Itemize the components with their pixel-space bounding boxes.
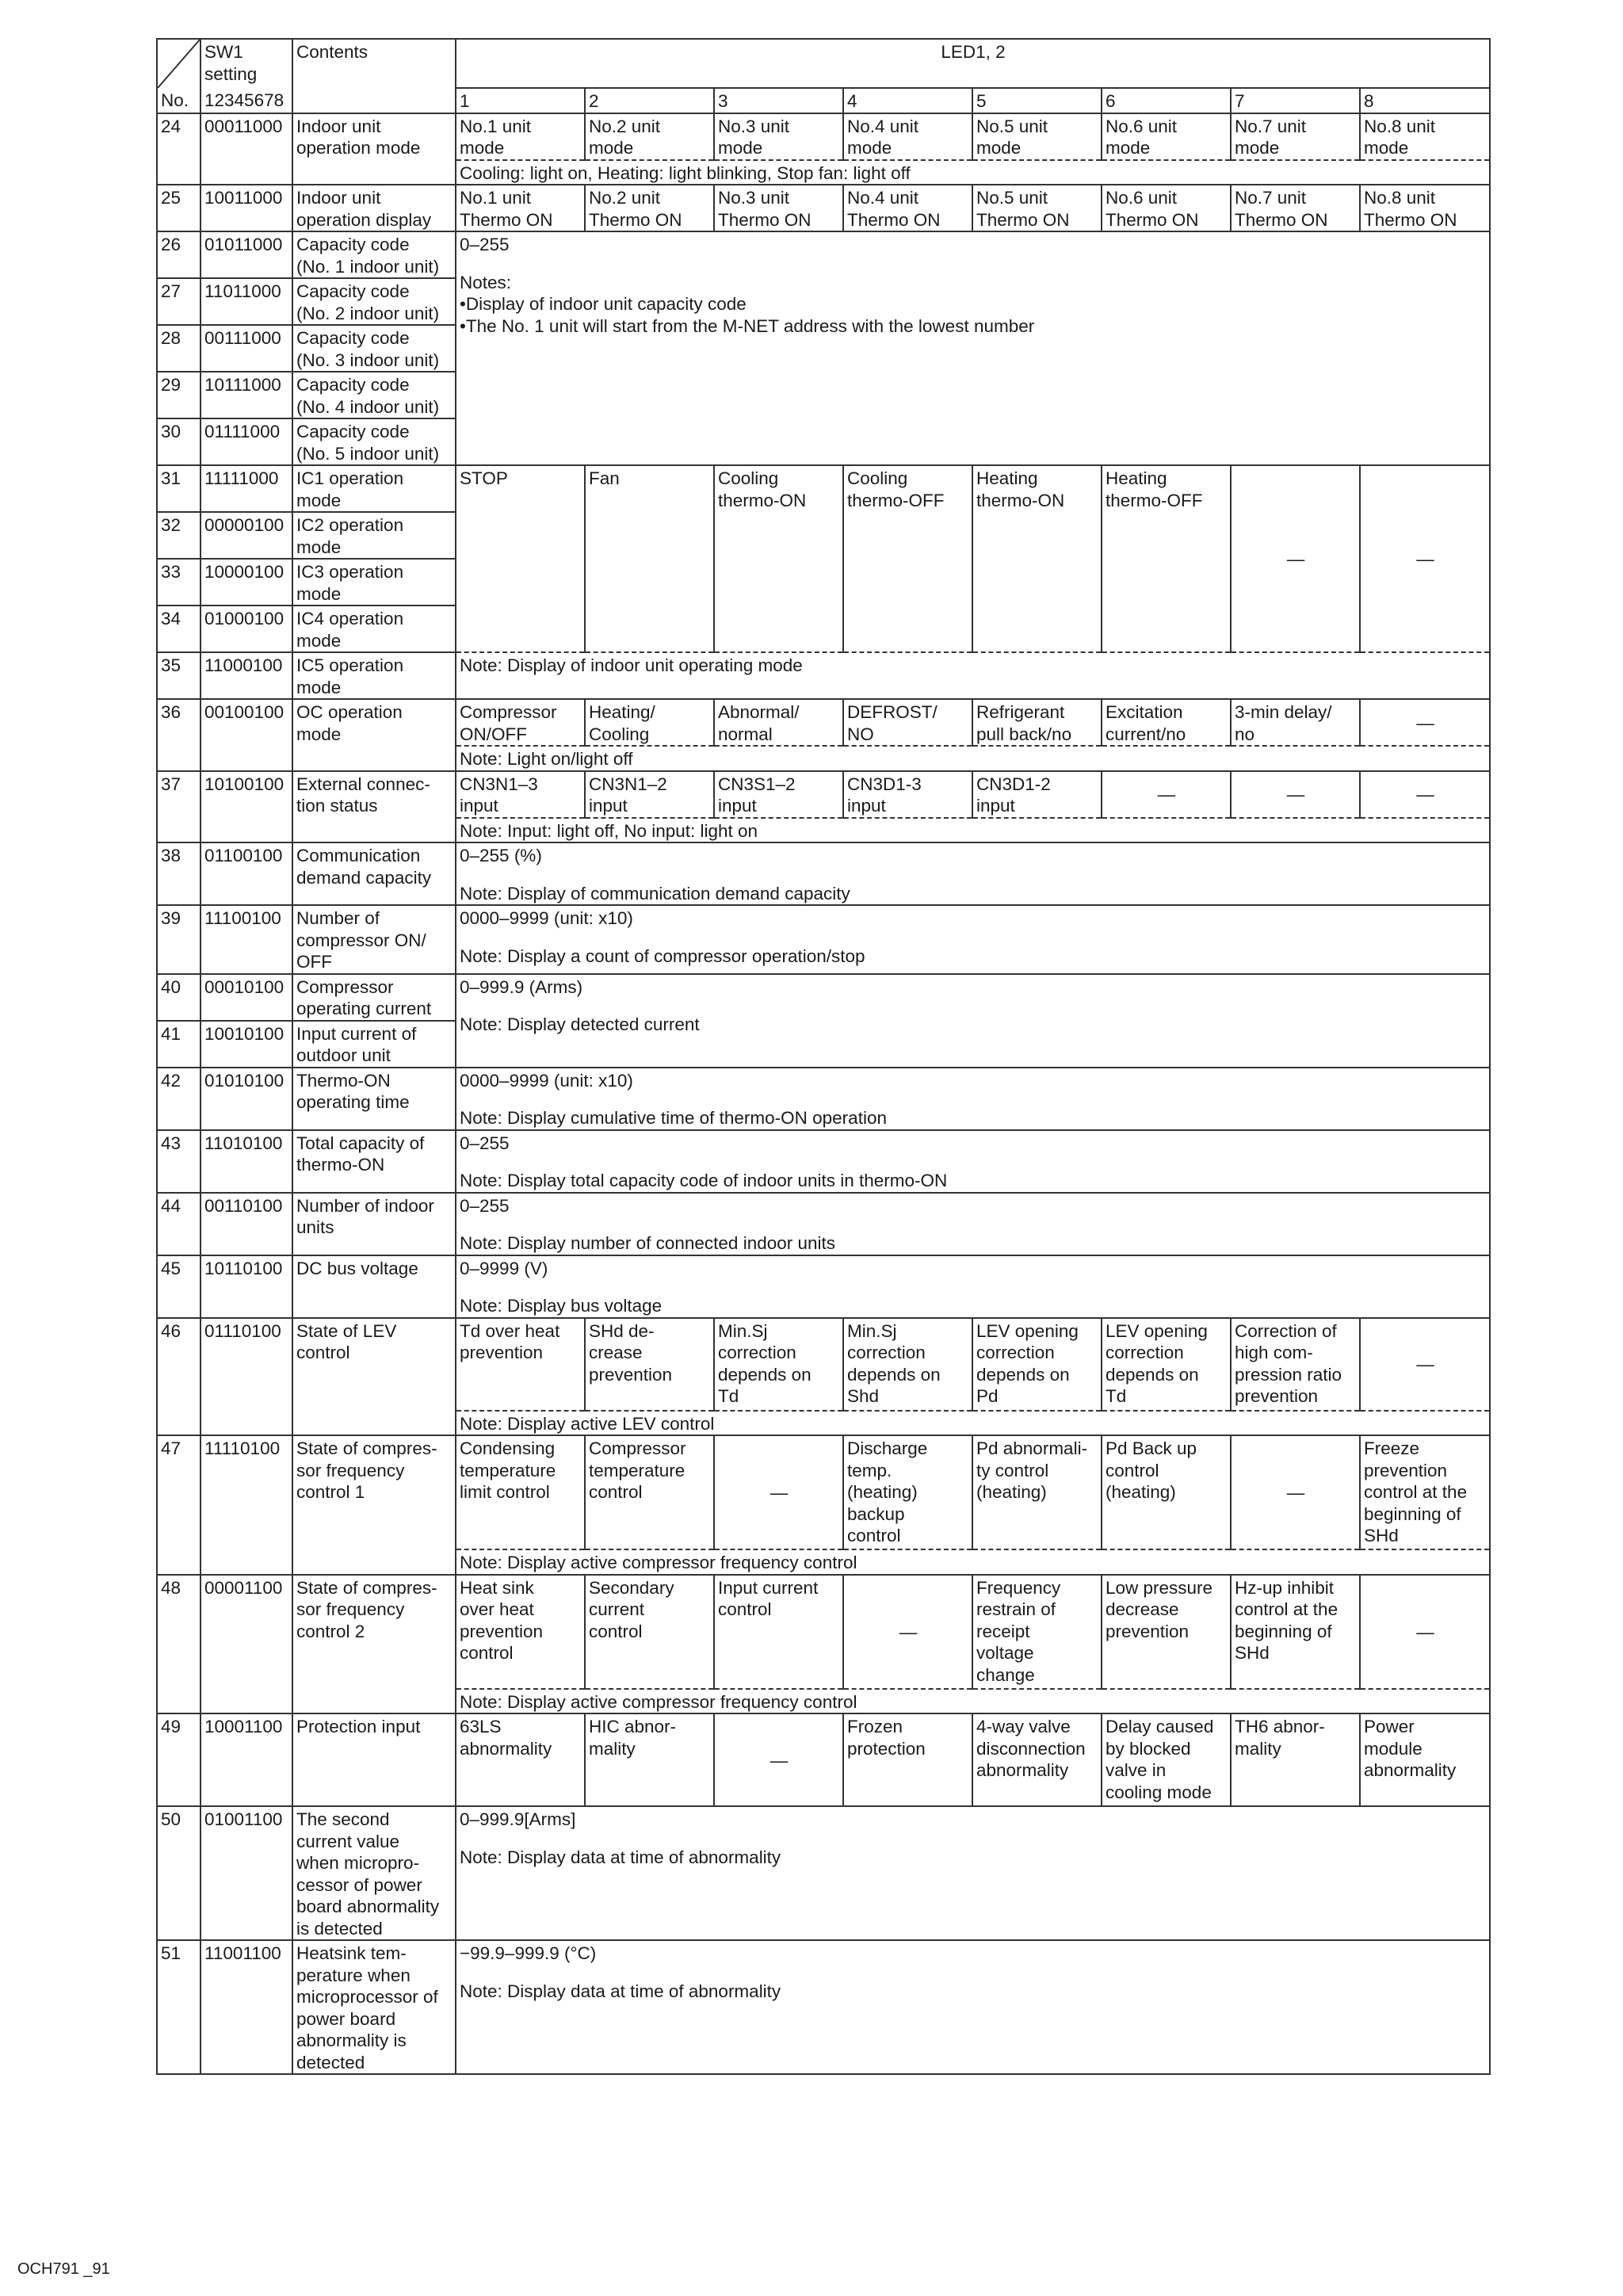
led-cell-4: CN3D1-3 input <box>843 771 972 818</box>
led-cell-2: No.2 unit Thermo ON <box>585 185 714 231</box>
contents-cell: Communication demand capacity <box>292 842 456 905</box>
sw1-setting: 00111000 <box>200 325 292 372</box>
row-no: 33 <box>157 559 200 606</box>
led-cell-8: — <box>1360 771 1490 818</box>
led-display-table <box>156 38 1491 2075</box>
contents-cell: State of compres- sor frequency control 2 <box>292 1575 456 1714</box>
contents-cell: Input current of outdoor unit <box>292 1021 456 1068</box>
header-col-2: 2 <box>585 88 714 113</box>
led-cell-8: — <box>1360 1318 1490 1411</box>
current-block <box>456 974 1490 1068</box>
led-cell-5: LEV opening correction depends on Pd <box>972 1318 1102 1411</box>
value-note: Note: Display data at time of abnormality <box>460 1981 781 2001</box>
sw1-setting: 01100100 <box>200 842 292 905</box>
header-led: LED1, 2 <box>456 39 1490 88</box>
current-range: 0–999.9 (Arms) <box>460 976 583 997</box>
led-cell-6: Excitation current/no <box>1102 699 1231 746</box>
row-no: 29 <box>157 372 200 418</box>
row-no: 48 <box>157 1575 200 1714</box>
led-cell-5: Pd abnormali- ty control (heating) <box>972 1435 1102 1549</box>
ic-mode-cell-7: — <box>1231 465 1360 652</box>
led-cell-6: No.6 unit mode <box>1102 113 1231 160</box>
contents-cell: Number of indoor units <box>292 1193 456 1255</box>
value-block <box>456 1130 1490 1193</box>
row-no: 31 <box>157 465 200 512</box>
value-block <box>456 842 1490 905</box>
sw1-setting: 11011000 <box>200 278 292 325</box>
value-range: 0000–9999 (unit: x10) <box>460 908 633 928</box>
sw1-setting: 00000100 <box>200 512 292 559</box>
header-sw1-setting: SW1 setting <box>200 39 292 88</box>
contents-cell: State of LEV control <box>292 1318 456 1436</box>
row-no: 39 <box>157 905 200 974</box>
sw1-setting: 01000100 <box>200 606 292 652</box>
ic-mode-cell-1: STOP <box>456 465 585 652</box>
header-diagonal-cell <box>157 39 200 88</box>
led-cell-2: Compressor temperature control <box>585 1435 714 1549</box>
row-no: 30 <box>157 418 200 465</box>
led-cell-5: Refrigerant pull back/no <box>972 699 1102 746</box>
contents-cell: Capacity code (No. 5 indoor unit) <box>292 418 456 465</box>
value-block <box>456 1940 1490 2074</box>
led-cell-7: Hz-up inhibit control at the beginning of SHd <box>1231 1575 1360 1689</box>
led-cell-5: Frequency restrain of receipt voltage change <box>972 1575 1102 1689</box>
contents-cell: Indoor unit operation mode <box>292 113 456 185</box>
value-range: −99.9–999.9 (°C) <box>460 1943 597 1963</box>
row-no: 45 <box>157 1255 200 1318</box>
led-cell-6: No.6 unit Thermo ON <box>1102 185 1231 231</box>
header-col-7: 7 <box>1231 88 1360 113</box>
led-cell-3: Input current control <box>714 1575 843 1689</box>
capacity-block <box>456 231 1490 465</box>
led-cell-6: — <box>1102 771 1231 818</box>
ic-mode-cell-6: Heating thermo-OFF <box>1102 465 1231 652</box>
led-cell-3: — <box>714 1435 843 1549</box>
row-no: 49 <box>157 1713 200 1806</box>
contents-cell: Heatsink tem- perature when microprocessor of power board abnormality is detected <box>292 1940 456 2074</box>
current-note: Note: Display detected current <box>460 1014 700 1034</box>
led-cell-1: Compressor ON/OFF <box>456 699 585 746</box>
row-no: 47 <box>157 1435 200 1575</box>
led-cell-6: LEV opening correction depends on Td <box>1102 1318 1231 1411</box>
led-cell-6: Delay caused by blocked valve in cooling mode <box>1102 1713 1231 1806</box>
sw1-setting: 10111000 <box>200 372 292 418</box>
value-note: Note: Display number of connected indoor units <box>460 1233 836 1253</box>
led-cell-8: No.8 unit mode <box>1360 113 1490 160</box>
led-cell-7: — <box>1231 1435 1360 1549</box>
row-no: 50 <box>157 1806 200 1940</box>
led-cell-1: No.1 unit mode <box>456 113 585 160</box>
sw1-setting: 00100100 <box>200 699 292 771</box>
contents-cell: IC3 operation mode <box>292 559 456 606</box>
led-cell-6: Low pressure decrease prevention <box>1102 1575 1231 1689</box>
contents-cell: Total capacity of thermo-ON <box>292 1130 456 1193</box>
contents-cell: Capacity code (No. 1 indoor unit) <box>292 231 456 278</box>
sw1-setting: 10100100 <box>200 771 292 843</box>
led-cell-1: Condensing temperature limit control <box>456 1435 585 1549</box>
row-no: 46 <box>157 1318 200 1436</box>
contents-cell: OC operation mode <box>292 699 456 771</box>
contents-cell: DC bus voltage <box>292 1255 456 1318</box>
row-no: 41 <box>157 1021 200 1068</box>
contents-cell: The second current value when micropro- cessor of power board abnormality is detected <box>292 1806 456 1940</box>
page-code: OCH791 _91 <box>17 2260 110 2278</box>
note-cell: Note: Light on/light off <box>456 746 1490 771</box>
led-cell-8: Power module abnormality <box>1360 1713 1490 1806</box>
ic-mode-cell-4: Cooling thermo-OFF <box>843 465 972 652</box>
led-cell-5: CN3D1-2 input <box>972 771 1102 818</box>
value-block <box>456 905 1490 974</box>
sw1-setting: 00010100 <box>200 974 292 1021</box>
diagonal-line <box>158 40 200 88</box>
note-cell: Cooling: light on, Heating: light blinking, Stop fan: light off <box>456 160 1490 185</box>
value-block <box>456 1193 1490 1255</box>
led-cell-7: TH6 abnor- mality <box>1231 1713 1360 1806</box>
header-no: No. <box>157 88 200 113</box>
note-cell: Note: Display of indoor unit operating mode <box>456 652 1490 699</box>
header-digits: 12345678 <box>200 88 292 113</box>
led-cell-8: — <box>1360 1575 1490 1689</box>
led-cell-2: Heating/ Cooling <box>585 699 714 746</box>
row-no: 25 <box>157 185 200 231</box>
sw1-setting: 10001100 <box>200 1713 292 1806</box>
value-note: Note: Display a count of compressor operation/stop <box>460 946 865 966</box>
sw1-setting: 00110100 <box>200 1193 292 1255</box>
led-cell-6: Pd Back up control (heating) <box>1102 1435 1231 1549</box>
sw1-setting: 10000100 <box>200 559 292 606</box>
row-no: 24 <box>157 113 200 185</box>
header-col-6: 6 <box>1102 88 1231 113</box>
led-cell-4: — <box>843 1575 972 1689</box>
led-cell-4: Min.Sj correction depends on Shd <box>843 1318 972 1411</box>
sw1-setting: 10011000 <box>200 185 292 231</box>
row-no: 43 <box>157 1130 200 1193</box>
value-note: Note: Display cumulative time of thermo-ON operation <box>460 1108 887 1128</box>
led-cell-3: Min.Sj correction depends on Td <box>714 1318 843 1411</box>
led-cell-7: 3-min delay/ no <box>1231 699 1360 746</box>
contents-cell: Capacity code (No. 2 indoor unit) <box>292 278 456 325</box>
value-range: 0–255 (%) <box>460 846 542 865</box>
contents-cell: IC2 operation mode <box>292 512 456 559</box>
header-col-4: 4 <box>843 88 972 113</box>
sw1-setting: 10110100 <box>200 1255 292 1318</box>
contents-cell: Protection input <box>292 1713 456 1806</box>
header-col-5: 5 <box>972 88 1102 113</box>
sw1-setting: 10010100 <box>200 1021 292 1068</box>
row-no: 40 <box>157 974 200 1021</box>
note-cell: Note: Input: light off, No input: light on <box>456 818 1490 843</box>
contents-cell: Thermo-ON operating time <box>292 1068 456 1130</box>
sw1-setting: 01110100 <box>200 1318 292 1436</box>
row-no: 34 <box>157 606 200 652</box>
sw1-setting: 11000100 <box>200 652 292 699</box>
led-cell-2: No.2 unit mode <box>585 113 714 160</box>
contents-cell: IC4 operation mode <box>292 606 456 652</box>
led-cell-1: Heat sink over heat prevention control <box>456 1575 585 1689</box>
value-note: Note: Display data at time of abnormality <box>460 1847 781 1867</box>
led-cell-3: — <box>714 1713 843 1806</box>
led-cell-8: No.8 unit Thermo ON <box>1360 185 1490 231</box>
led-cell-2: SHd de- crease prevention <box>585 1318 714 1411</box>
row-no: 26 <box>157 231 200 278</box>
led-cell-7: — <box>1231 771 1360 818</box>
contents-cell: Capacity code (No. 3 indoor unit) <box>292 325 456 372</box>
row-no: 32 <box>157 512 200 559</box>
note-cell: Note: Display active LEV control <box>456 1411 1490 1436</box>
row-no: 38 <box>157 842 200 905</box>
led-cell-4: Discharge temp. (heating) backup control <box>843 1435 972 1549</box>
ic-mode-cell-2: Fan <box>585 465 714 652</box>
led-cell-5: No.5 unit mode <box>972 113 1102 160</box>
value-range: 0000–9999 (unit: x10) <box>460 1070 633 1091</box>
header-contents: Contents <box>292 39 456 113</box>
value-range: 0–999.9[Arms] <box>460 1809 576 1829</box>
led-cell-7: No.7 unit mode <box>1231 113 1360 160</box>
sw1-setting: 11010100 <box>200 1130 292 1193</box>
contents-cell: Number of compressor ON/ OFF <box>292 905 456 974</box>
row-no: 42 <box>157 1068 200 1130</box>
led-cell-3: No.3 unit Thermo ON <box>714 185 843 231</box>
sw1-setting: 11110100 <box>200 1435 292 1575</box>
note-cell: Note: Display active compressor frequency control <box>456 1549 1490 1575</box>
row-no: 36 <box>157 699 200 771</box>
led-cell-2: HIC abnor- mality <box>585 1713 714 1806</box>
led-cell-4: Frozen protection <box>843 1713 972 1806</box>
sw1-setting: 01111000 <box>200 418 292 465</box>
led-cell-1: 63LS abnormality <box>456 1713 585 1806</box>
capacity-notes: Notes: •Display of indoor unit capacity code •The No. 1 unit will start from the M-NET address with the lowest number <box>460 272 1035 336</box>
value-note: Note: Display bus voltage <box>460 1296 663 1316</box>
contents-cell: External connec- tion status <box>292 771 456 843</box>
led-cell-5: No.5 unit Thermo ON <box>972 185 1102 231</box>
led-cell-1: No.1 unit Thermo ON <box>456 185 585 231</box>
row-no: 44 <box>157 1193 200 1255</box>
capacity-range: 0–255 <box>460 235 510 254</box>
value-block <box>456 1255 1490 1318</box>
led-cell-8: Freeze prevention control at the beginning of SHd <box>1360 1435 1490 1549</box>
value-range: 0–255 <box>460 1195 510 1216</box>
ic-mode-cell-3: Cooling thermo-ON <box>714 465 843 652</box>
led-cell-1: Td over heat prevention <box>456 1318 585 1411</box>
led-cell-1: CN3N1–3 input <box>456 771 585 818</box>
ic-mode-cell-8: — <box>1360 465 1490 652</box>
value-note: Note: Display of communication demand capacity <box>460 883 850 904</box>
led-cell-4: DEFROST/ NO <box>843 699 972 746</box>
led-cell-8: — <box>1360 699 1490 746</box>
contents-cell: State of compres- sor frequency control 1 <box>292 1435 456 1575</box>
contents-cell: Compressor operating current <box>292 974 456 1021</box>
value-range: 0–255 <box>460 1133 510 1153</box>
led-cell-2: CN3N1–2 input <box>585 771 714 818</box>
sw1-setting: 01011000 <box>200 231 292 278</box>
row-no: 35 <box>157 652 200 699</box>
value-block <box>456 1806 1490 1940</box>
contents-cell: IC5 operation mode <box>292 652 456 699</box>
led-cell-7: No.7 unit Thermo ON <box>1231 185 1360 231</box>
row-no: 37 <box>157 771 200 843</box>
value-block <box>456 1068 1490 1130</box>
value-note: Note: Display total capacity code of indoor units in thermo-ON <box>460 1171 948 1190</box>
led-cell-4: No.4 unit mode <box>843 113 972 160</box>
sw1-setting: 01001100 <box>200 1806 292 1940</box>
led-cell-7: Correction of high com- pression ratio prevention <box>1231 1318 1360 1411</box>
sw1-setting: 11001100 <box>200 1940 292 2074</box>
led-cell-5: 4-way valve disconnection abnormality <box>972 1713 1102 1806</box>
sw1-setting: 11111000 <box>200 465 292 512</box>
ic-mode-cell-5: Heating thermo-ON <box>972 465 1102 652</box>
header-col-8: 8 <box>1360 88 1490 113</box>
header-col-3: 3 <box>714 88 843 113</box>
led-cell-2: Secondary current control <box>585 1575 714 1689</box>
contents-cell: Capacity code (No. 4 indoor unit) <box>292 372 456 418</box>
led-cell-4: No.4 unit Thermo ON <box>843 185 972 231</box>
sw1-setting: 01010100 <box>200 1068 292 1130</box>
contents-cell: Indoor unit operation display <box>292 185 456 231</box>
led-cell-3: CN3S1–2 input <box>714 771 843 818</box>
value-range: 0–9999 (V) <box>460 1258 548 1278</box>
sw1-setting: 11100100 <box>200 905 292 974</box>
row-no: 27 <box>157 278 200 325</box>
note-cell: Note: Display active compressor frequency control <box>456 1689 1490 1714</box>
led-cell-3: Abnormal/ normal <box>714 699 843 746</box>
sw1-setting: 00011000 <box>200 113 292 185</box>
contents-cell: IC1 operation mode <box>292 465 456 512</box>
sw1-setting: 00001100 <box>200 1575 292 1714</box>
row-no: 51 <box>157 1940 200 2074</box>
led-cell-3: No.3 unit mode <box>714 113 843 160</box>
row-no: 28 <box>157 325 200 372</box>
header-col-1: 1 <box>456 88 585 113</box>
